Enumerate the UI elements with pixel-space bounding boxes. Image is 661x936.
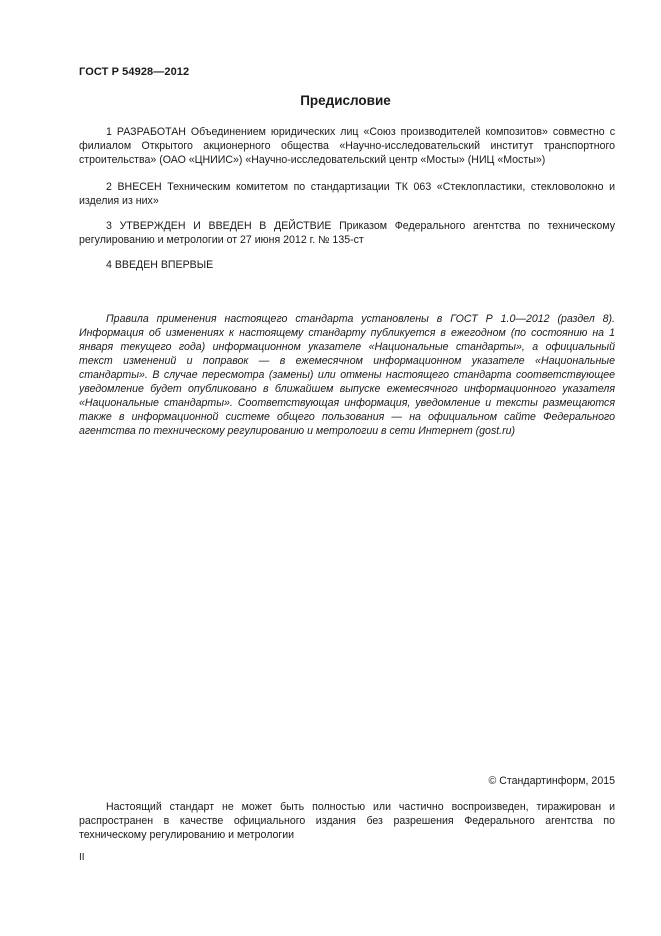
page-title: Предисловие <box>300 93 391 108</box>
foreword-item-2: 2 ВНЕСЕН Техническим комитетом по стандартизации ТК 063 «Стеклопластики, стекловолокно и изделия из них» <box>79 181 615 207</box>
page-number: II <box>79 852 85 863</box>
usage-rules-note: Правила применения настоящего стандарта установлены в ГОСТ Р 1.0—2012 (раздел 8). Информация об изменениях к настоящему стандарту публикуется в ежегодном (по состоянию на 1 января текущего года) информационном указателе «Национальные стандарты», а официальный текст изменений и поправок — в ежемесячном информационном указателе «Национальные стандарты». В случае пересмотра (замены) или отмены настоящего стандарта соответствующее уведомление будет опубликовано в ближайшем выпуске ежемесячного информационного указателя «Национальные стандарты». Соответствующая информация, уведомление и тексты размещаются также в информационной системе общего пользования — на официальном сайте Федерального агентства по техническому регулированию и метрологии в сети Интернет (gost.ru) <box>79 313 615 437</box>
foreword-item-4: 4 ВВЕДЕН ВПЕРВЫЕ <box>106 259 214 271</box>
reproduction-notice: Настоящий стандарт не может быть полностью или частично воспроизведен, тиражирован и распространен в качестве официального издания без разрешения Федерального агентства по техническому регулированию и метрологии <box>79 801 615 841</box>
foreword-item-1: 1 РАЗРАБОТАН Объединением юридических лиц «Союз производителей композитов» совместно с филиалом Открытого акционерного общества «Научно-исследовательский институт транспортного строительства» (ОАО «ЦНИИС») «Научно-исследовательский центр «Мосты» (НИЦ «Мосты») <box>79 126 615 166</box>
document-code-header: ГОСТ Р 54928—2012 <box>79 66 190 78</box>
copyright-notice: © Стандартинформ, 2015 <box>488 775 615 787</box>
foreword-item-3: 3 УТВЕРЖДЕН И ВВЕДЕН В ДЕЙСТВИЕ Приказом Федерального агентства по техническому регулированию и метрологии от 27 июня 2012 г. № 135-ст <box>79 220 615 246</box>
